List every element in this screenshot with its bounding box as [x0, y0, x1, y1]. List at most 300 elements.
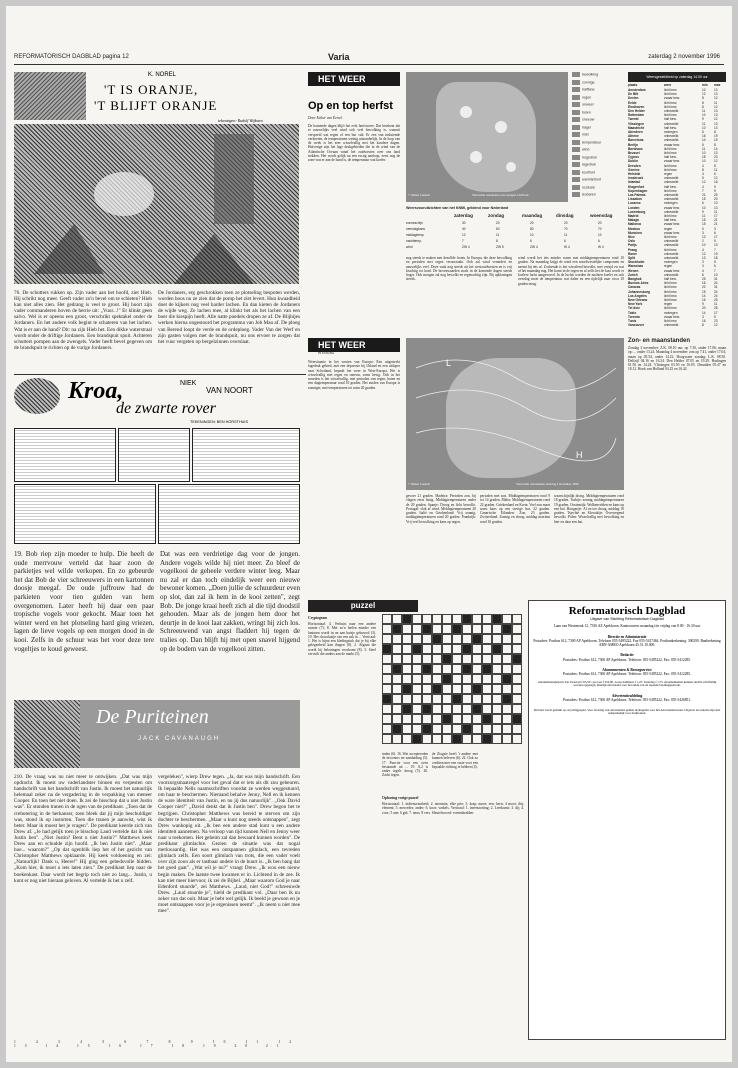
- city-cell: licht bew.: [664, 113, 678, 118]
- city-cell: onbewolkt: [664, 197, 679, 202]
- crossword-cell: [472, 644, 482, 654]
- city-cell: 10: [702, 113, 706, 118]
- city-name: Den Helder: [628, 109, 645, 113]
- city-cell: 8: [702, 96, 704, 101]
- crossword-cell: [452, 664, 462, 674]
- crossword-cell: [392, 614, 402, 624]
- comic-panel-4: [14, 484, 156, 544]
- city-cell: 8: [702, 323, 704, 328]
- crossword-cell: [382, 654, 392, 664]
- crossword-cell: [402, 724, 412, 734]
- crossword-cell: [472, 614, 482, 624]
- nl-map-caption-left: © Meteo Consult: [408, 193, 430, 197]
- city-cell: 16: [702, 319, 706, 323]
- legend-label: koufront: [582, 169, 595, 174]
- crossword-cell: [482, 614, 492, 624]
- crossword-cell: [492, 704, 502, 714]
- city-cell: 13: [714, 109, 718, 113]
- crossword-cell: [412, 654, 422, 664]
- city-name: Eelde: [628, 100, 637, 105]
- crossword-black-cell: [462, 644, 472, 654]
- crossword-cell: [512, 724, 522, 734]
- story3-text-col2: vergeleken", wierp Drew tegen. „Ja, dat was mijn handschrift. Een voorzorgsmaatregel voor het geval dat er iets als dit zou gebeuren. Ik bepaalde Nells naamsschriften voordat ze werden weggestuurd, om haar te beschermen. Niemand behalve Jenny, Nell en ik kennen de ware identiteit van Justin, en nu jij dus natuurlijk". „Ook David Cooper niet?" „David denkt dat ik Justin ben". Drew begon het te begrijpen. Christopher Matthews was bereid te sterven om zijn dochter te beschermen. „Maar u kunt nog steeds ontsnappen", zegt Drew wanhopig uit. „Ik ben een andere stad kunt u een andere identiteit aannemen. Na verloop van tijd kunnen Nell en Jenny weer naar u toekomen. Het geheim zal dan bewaard kunnen worden". De predikant glimlachte. Gezien de situatie was dat nogal merkwaardig. Het was een ontspannen glimlach, een tevreden glimlach zelfs. Een soort glimlach van trots, die een vader voelt over zijn zoon als er tastbaar andere in de buurt is. „Ik ben bang dat het goed gaat". „Wat wil je nu?" vraagt Drew. „Ik wou een nieuw begin maken. De laatste twee kwamen er in. Lichtend in de zee. Ik kan niet meer hiervoor, ik zei de Bijbel. „Maar waarom God je naar Edenford stuurde", zei Matthews. „Laud, niet God!" schreeuwde Drew. „Laud stuurde je", hield de predikant vol. „Daar ben ik nu zeker van dat ooit. Maar je hebt wel gelijk. Ik beeld je gewoon en je moet ontsnappen voor je je ergenissen neemt". „Ik neem u niet mee mee".: [158, 774, 300, 915]
- europe-weather-body: Weersituatie in het westen van Europa: Een uitgestrekt lagedruk gebied, met een depressie bij IJsland en een uitloper naar Schotland, bepaalt het weer in West-Europa. Het is wisselvallig met regen en sneeuw, soms hevig. Ook in het noorden is het wisselvallig, met perioden van regen, buien en een dagtemperatuur rond 10 graden. Het zuiden van Europa is zonniger, met temperaturen tot ruim 20 graden.: [308, 360, 400, 390]
- crossword-cell: [432, 624, 442, 634]
- crossword-black-cell: [402, 704, 412, 714]
- city-name: Toronto: [628, 314, 640, 319]
- forecast-cell: 70: [598, 227, 602, 231]
- city-cell: 23: [714, 319, 718, 323]
- crossword-cell: [502, 634, 512, 644]
- city-cell: 16: [714, 180, 718, 185]
- europe-text-col3: perioden met zon. Middagtemperaturen rond 9 tot 14 graden. Malta: Middagtemperaturen rond 22 graden. Griekenland en Kreta: Veel zon maar soms kans op een stevige bui, 22 graden. Canarische Eilanden: Zon, 23 graden. Zwitserland: Zonnig en droog, middag maxima rond 10 graden.: [480, 494, 550, 524]
- city-cell: 16: [702, 298, 706, 302]
- crossword-cell: [412, 704, 422, 714]
- story2-text-col2: Dat was een verdrietige dag voor de jongen. Andere vogels wilde hij niet meer. Zo bleef de vogelkooi de geheele verdere winter leeg. Maar nu zal er dan toch eindelijk weer een nieuwe bewoner komen. „Doen jullie de schuurdeur even op slot, dan zal ik hem in de kooi zetten", zegt Bob. De jonge kraai heeft zich al die tijd doodstil gehouden. Maar als de jongen hem door het deurtje in de kooi laat zakken, wringt hij zich los. Schreeuwend van angst fladdert hij tegen de tralies op. Dan blijft hij met open snavel hijgend op de bodem van de vogelkooi zitten.: [160, 550, 300, 653]
- crossword-black-cell: [382, 694, 392, 704]
- crossword-cell: [452, 614, 462, 624]
- crossword-cell: [432, 664, 442, 674]
- city-cell: 13: [714, 121, 718, 126]
- crossword-cell: [402, 694, 412, 704]
- city-cell: licht bew.: [664, 214, 678, 218]
- city-cell: onbewolkt: [664, 209, 679, 214]
- city-cell: 8: [714, 142, 716, 147]
- rd-sec3: Postadres: Postbus 612, 7300 AP Apeldoorn. Telefoon: 055-5495222, Fax: 055-5412285.: [562, 672, 692, 677]
- rd-sec4-title: Advertentieafdeling: [611, 694, 643, 699]
- city-cell: 13: [714, 151, 718, 155]
- city-cell: licht bew.: [664, 88, 678, 92]
- city-cell: licht bew.: [664, 163, 678, 168]
- forecast-cell: 12: [462, 233, 466, 237]
- city-cell: licht bew.: [664, 100, 678, 105]
- legend-item: [572, 147, 589, 152]
- city-cell: onbewolkt: [664, 251, 679, 256]
- forecast-cell: 40: [462, 227, 466, 231]
- city-cell: licht bew.: [664, 104, 678, 109]
- legend-item: [572, 110, 591, 115]
- crossword-black-cell: [412, 734, 422, 744]
- rd-sec2: Postadres: Postbus 612, 7300 AP Apeldoorn. Telefoon: 055-5495222, Fax: 055-5412285.: [562, 657, 692, 662]
- forecast-cell: W 4: [564, 245, 570, 249]
- city-name: Praag: [628, 247, 637, 252]
- city-cell: onbewolkt: [664, 272, 679, 277]
- crossword-cell: [412, 624, 422, 634]
- story1-title-line1: 'T IS ORANJE,: [104, 82, 199, 97]
- crossword-black-cell: [442, 654, 452, 664]
- city-cell: 5: [702, 176, 704, 181]
- eu-map-caption-left: © Meteo Consult: [408, 482, 430, 486]
- masthead-date: zaterdag 2 november 1996: [648, 54, 720, 60]
- city-cell: 10: [702, 88, 706, 92]
- puzzle-title: puzzel: [308, 600, 418, 612]
- city-name: New Orleans: [628, 298, 648, 302]
- rd-tagline: Uitgave van Stichting Reformatorisch Dagblad: [590, 617, 664, 621]
- crossword-cell: [452, 634, 462, 644]
- city-cell: 18: [714, 256, 718, 260]
- city-name: Innsbruck: [628, 176, 644, 181]
- legend-swatch: [572, 102, 580, 107]
- city-cell: motregen: [664, 130, 678, 134]
- forecast-cell: 70: [564, 227, 568, 231]
- legend-item: [572, 125, 591, 130]
- crossword-cell: [482, 654, 492, 664]
- crossword-cell: [432, 724, 442, 734]
- city-name: Tel Aviv: [628, 306, 640, 311]
- crossword-cell: [422, 614, 432, 624]
- city-cell: 11: [714, 100, 718, 105]
- crossword-cell: [422, 634, 432, 644]
- city-cell: zwaar bew.: [664, 268, 680, 273]
- city-cell: zwaar bew.: [664, 230, 680, 235]
- comic-panel-5: [158, 484, 300, 544]
- crossword-cell: [382, 634, 392, 644]
- city-cell: 25: [702, 277, 706, 281]
- crossword-black-cell: [402, 684, 412, 694]
- city-cell: 8: [714, 130, 716, 134]
- city-cell: 4: [702, 163, 704, 168]
- city-name: Deelen: [628, 96, 639, 101]
- crossword-cell: [502, 664, 512, 674]
- kroa-crow-logo: [14, 378, 60, 414]
- crossword-cell: [502, 724, 512, 734]
- puzzle-clues-col3: de Ziogste heeft 't andere met kunnen beleven (6). 22. Ook zo crediten mer een vaste voor een bepaalde richting te hebben (4).: [432, 752, 478, 769]
- crossword-cell: [512, 704, 522, 714]
- city-cell: 10: [702, 205, 706, 210]
- legend-item: [572, 155, 597, 160]
- city-cell: licht bew.: [664, 188, 678, 193]
- city-cell: 21: [714, 222, 718, 227]
- city-cell: zwaar bew.: [664, 205, 680, 210]
- city-cell: 14: [702, 310, 706, 315]
- crossword-cell: [412, 634, 422, 644]
- crossword-cell: [502, 644, 512, 654]
- city-cell: zwaar bew.: [664, 159, 680, 164]
- forecast-day: woensdag: [590, 213, 613, 218]
- forecast-row-label: nachttemp.: [406, 239, 422, 243]
- forecast-cell: 6: [564, 239, 566, 243]
- crossword-cell: [422, 654, 432, 664]
- city-cell: licht bew.: [664, 293, 678, 298]
- forecast-cell: 60: [496, 227, 500, 231]
- crossword-black-cell: [472, 634, 482, 644]
- city-cell: 5: [714, 314, 716, 319]
- crossword-cell: [512, 634, 522, 644]
- crossword-cell: [482, 694, 492, 704]
- crossword-black-cell: [472, 684, 482, 694]
- nl-map-caption-right: Verwachte weerkaarte voor morgen 12.00 uur: [472, 193, 529, 197]
- crossword-cell: [402, 644, 412, 654]
- city-cell: 22: [702, 285, 706, 290]
- city-cell: 12: [702, 92, 706, 97]
- city-cell: 10: [702, 159, 706, 164]
- city-cell: 12: [714, 117, 718, 122]
- crossword-cell: [492, 684, 502, 694]
- city-cell: onbewolkt: [664, 180, 679, 185]
- crossword-cell: [502, 714, 512, 724]
- city-cell: licht bew.: [664, 281, 678, 286]
- city-cell: 21: [702, 193, 706, 197]
- cities-table-title: Weersgesteldheid op zaterdag 14.00 uur: [628, 72, 726, 82]
- crossword-cell: [442, 724, 452, 734]
- crossword-cell: [452, 714, 462, 724]
- city-cell: onbewolkt: [664, 134, 679, 139]
- city-cell: onbewolkt: [664, 193, 679, 197]
- city-name: Caracas: [628, 285, 641, 290]
- city-cell: 25: [714, 193, 718, 197]
- forecast-cell: 30: [462, 221, 466, 225]
- crossword-cell: [442, 624, 452, 634]
- city-name: Klagenfurt: [628, 184, 644, 189]
- weather-text-col3: wind wordt het iets minder warm met middagtemperaturen rond 10 graden. Na maandag krijgt de wind een noordwestelijke component en neemt hij iets af. Zodoende is het wisselend bewolkt, met vertijd en wat af het maandag nog. Het komt in de regen en af zelfs het de kust wordt er koelere lucht aangevoerd. In de luchts worden de nachten koeler en ook overdag moet de temperatuur wat dalen en een tijdelijk naar circa 10 graden terug.: [518, 256, 624, 286]
- crossword-cell: [432, 714, 442, 724]
- crossword-cell: [502, 614, 512, 624]
- story1-illustrator: tekeningen: Rudolf Wijkstra: [218, 118, 263, 123]
- legend-label: bewolking: [582, 72, 598, 77]
- city-cell: 10: [714, 272, 718, 277]
- city-name: Vlissingen: [628, 121, 644, 126]
- city-cell: 21: [714, 218, 718, 223]
- city-cell: 13: [714, 88, 718, 92]
- crossword-cell: [392, 654, 402, 664]
- city-name: Maastricht: [628, 125, 644, 130]
- forecast-cell: 20: [598, 221, 602, 225]
- city-name: Rome: [628, 251, 637, 256]
- crossword-black-cell: [462, 724, 472, 734]
- city-name: Dresden: [628, 163, 641, 168]
- crossword-black-cell: [492, 614, 502, 624]
- crossword-black-cell: [462, 614, 472, 624]
- crossword-cell: [512, 674, 522, 684]
- legend-label: mist: [582, 132, 589, 137]
- forecast-cell: 10: [530, 233, 534, 237]
- crossword-black-cell: [452, 694, 462, 704]
- city-name: Aberdeen: [628, 130, 643, 134]
- city-cell: licht bew.: [664, 247, 678, 252]
- city-name: Buenos Aires: [628, 281, 649, 286]
- city-cell: 24: [714, 293, 718, 298]
- crossword-cell: [442, 734, 452, 744]
- weather-byline: Door Esther van Eersel: [308, 116, 343, 120]
- crossword-cell: [472, 724, 482, 734]
- city-cell: 12: [714, 176, 718, 181]
- crossword-cell: [442, 704, 452, 714]
- city-cell: 20: [702, 306, 706, 311]
- city-cell: 31: [714, 277, 718, 281]
- crossword-cell: [462, 624, 472, 634]
- crossword-cell: [472, 654, 482, 664]
- forecast-cell: ZW 4: [530, 245, 538, 249]
- city-name: Dublin: [628, 159, 638, 164]
- forecast-table: [406, 213, 624, 253]
- rd-address: Laan van Westenenk 12, 7336 AZ Apeldoorn. Kantooruren: maandag t/m vrijdag van 8.00 - 16.30 uur: [553, 624, 701, 629]
- crossword-black-cell: [492, 644, 502, 654]
- crossword-cell: [422, 644, 432, 654]
- crossword-cell: [492, 664, 502, 674]
- city-name: Twente: [628, 117, 639, 122]
- legend-label: zonnige: [582, 79, 595, 84]
- city-cell: 3: [702, 314, 704, 319]
- rd-sec1: Postadres: Postbus 612, 7300 AP Apeldoorn. Telefoon 055-5495222, Fax 055-5417464. Postbankrekening: 300290. Bankrekening ABN-AMRO Apeldoorn 45.51.10.000.: [533, 638, 721, 648]
- city-cell: 5: [702, 142, 704, 147]
- city-cell: licht bew.: [664, 92, 678, 97]
- crossword-black-cell: [422, 624, 432, 634]
- crossword-cell: [412, 664, 422, 674]
- city-cell: licht bew.: [664, 285, 678, 290]
- crossword-cell: [382, 734, 392, 744]
- crossword-cell: [412, 714, 422, 724]
- crossword-black-cell: [422, 724, 432, 734]
- city-cell: 11: [714, 302, 718, 307]
- city-name: Helsinki: [628, 172, 641, 176]
- crossword-cell: [462, 694, 472, 704]
- city-name: Warschau: [628, 264, 644, 269]
- city-cell: licht bew.: [664, 167, 678, 172]
- weather-text-col2: nog steeds te maken met dezelfde fronts. In Europa, die deze bewolking en perioden met regen veroorzaakt. Ook zal wind verandert en nauwelijks veel. Deze vaak nog steeds uit het westzuidwesten en is vrij krachtig tot hard. De bovenwaarden zoals in de komende dagen steeds hoger. Ook morgen zal nog bewolkt en regenachtig zijn. Bij opklaringen steeds.: [406, 256, 512, 282]
- city-cell: 4: [702, 268, 704, 273]
- legend-label: wind: [582, 147, 590, 152]
- city-cell: licht bew.: [664, 235, 678, 239]
- legend-swatch: [572, 147, 580, 152]
- city-name: Malaga: [628, 218, 639, 223]
- story2-illustrator: TEKENINGEN: BEN HORSTHUIS: [190, 420, 249, 424]
- crossword-black-cell: [482, 734, 492, 744]
- crossword-cell: [442, 614, 452, 624]
- city-cell: 17: [714, 235, 718, 239]
- weather-legend: [572, 72, 622, 202]
- city-cell: 11: [702, 109, 706, 113]
- city-cell: onbewolkt: [664, 323, 679, 328]
- rd-fine: Abonnementsprijzen: Per kwartaal f 65,50 / per jaar f 252,00. Losse nummers f 1,25. Zaterdag f 1,75. Abonnementen kunnen slechts schriftelijk worden opgezegd, uiterlijk één maand voor het einde van de lopende betalingsperiode.: [537, 679, 717, 688]
- city-cell: 14: [702, 138, 706, 143]
- legend-swatch: [572, 72, 580, 77]
- solution-title: Oplossing vorige puzzel: [382, 796, 419, 800]
- crossword-cell: [462, 704, 472, 714]
- city-cell: 14: [702, 293, 706, 298]
- crossword-cell: [472, 694, 482, 704]
- masthead-left: REFORMATORISCH DAGBLAD pagina 12: [14, 54, 129, 60]
- crossword-cell: [512, 664, 522, 674]
- story1-text-col1: 76. De schutters rukken op. Zijn vader aan het hoofd, ziet Hieb. Hij schrikt nog meer. Geeft vader zo'n bevel om te schieten? Hieb kan niet alles zien. Het gedrang is veel te groot. Hij hoort zijn vader commanderen boven de herrie uit: „Vuur...!" Er klinkt geen salvo. Wel is er opeens een groot, verschrikt spektakel onder de Jordaners. En het andere volk begint te schateren van het lachen. Wat is er aan de hand? Dit: na zijn Hieb het. Een dikke waterstraal wordt onder de driftige Jordaners. Een brandspuit spuit. Achteren schutters pompen aan de zwengels. Vader heeft bevel gegeven om de brandspuit te richten op de vurige Jordaners.: [14, 290, 152, 351]
- masthead-rule: [14, 64, 724, 65]
- city-cell: 17: [714, 214, 718, 218]
- city-cell: 13: [702, 256, 706, 260]
- city-cell: 24: [714, 289, 718, 294]
- legend-swatch: [572, 110, 580, 115]
- crossword-black-cell: [482, 664, 492, 674]
- city-cell: half bew.: [664, 117, 677, 122]
- crossword-cell: [502, 684, 512, 694]
- city-cell: 13: [714, 113, 718, 118]
- city-cell: 24: [714, 281, 718, 286]
- crossword-cell: [432, 734, 442, 744]
- crossword-cell: [452, 654, 462, 664]
- legend-swatch: [572, 192, 580, 197]
- city-cell: 12: [714, 104, 718, 109]
- city-cell: 25: [714, 298, 718, 302]
- crossword-cell: [432, 694, 442, 704]
- crossword-cell: [402, 624, 412, 634]
- forecast-cell: 6: [598, 239, 600, 243]
- city-cell: 6: [702, 272, 704, 277]
- city-cell: 9: [702, 302, 704, 307]
- city-cell: 3: [702, 230, 704, 235]
- forecast-row-label: zonneschijn: [406, 221, 423, 225]
- city-name: Lissabon: [628, 197, 642, 202]
- rd-sec2-title: Redactie: [620, 653, 634, 658]
- city-name: Parijs: [628, 243, 637, 248]
- cities-header-cell: plaats: [628, 83, 638, 87]
- story2-author-prefix: NIEK: [180, 380, 197, 387]
- forecast-day: maandag: [522, 213, 543, 218]
- crossword-cell: [472, 664, 482, 674]
- city-cell: regen: [664, 172, 673, 176]
- weather-headline: Op en top herfst: [308, 100, 393, 112]
- city-cell: 6: [714, 230, 716, 235]
- city-cell: licht bew.: [664, 298, 678, 302]
- crossword-cell: [502, 734, 512, 744]
- crossword-cell: [402, 734, 412, 744]
- city-cell: 8: [702, 104, 704, 109]
- svg-text:H: H: [576, 450, 583, 460]
- story1-illustration-figures: [14, 124, 299, 284]
- weather-header: HET WEER: [308, 72, 400, 86]
- legend-item: [572, 185, 595, 190]
- legend-label: sneeuw: [582, 117, 595, 122]
- city-name: Luxemburg: [628, 209, 646, 214]
- legend-label: hogedruk: [582, 154, 597, 159]
- crossword-black-cell: [512, 654, 522, 664]
- story1-illustration-banner: [14, 72, 86, 120]
- crossword-cell: [422, 694, 432, 704]
- crossword-black-cell: [432, 684, 442, 694]
- city-name: Zurich: [628, 272, 638, 277]
- story1-illustration: [14, 124, 299, 284]
- city-cell: motregen: [664, 310, 678, 315]
- city-cell: 5: [714, 260, 716, 265]
- forecast-cell: 10: [598, 233, 602, 237]
- crossword-cell: [412, 694, 422, 704]
- forecast-row-label: wind: [406, 245, 413, 249]
- crossword-cell: [392, 694, 402, 704]
- city-name: Split: [628, 256, 635, 260]
- story3-text-col1: 210. De vraag was nu niet meer te ontwijken. „Dat was mijn opdracht. Ik moest uw vaderlandster binnen en verpesten om handschrift van het handschrift van Justin. Ik moest het natuurlijk helemaal zeker na de vergadering in de verpakking van meneer Cooper. En toen het niet doen. Ik zei de bisschop dat u niet Justin was". Er stonden tranen in de ogen van de predikant. „Toen dat de crebotering in de herkanser, toen bleek dat jij mijn beschuldiger was, stond ik op instorten. Toen die tranen je aanwist, wist ik beter. Maar ik moest het je vragen". De predikant keerde zich van Drew af. „Je had gelijk toen je bisschop Laud vertelde dat ik niet Justin ben". „Niet Justin? Bent u niet Justin?" Matthews keek Drew aan en schudde zijn hoofd. „Ik ben Justin niet". „Maar hoe... waarom?" „Op dat ogenblik liep het of het gezicht van Christopher Matthews opklaarde. Hij keek voldoening en zei: „Natuurlijk! Dank u, Heere!" Hij ging een gebedsvolle bidden. „Kom hier, ik moet u iets laten zien." De predikant liep naar de boekenkast. Daar wordt het begrip toch niet zo lang... Justin, u kunt er nog niet hieraan geloven. Al vertelde ik het u zelf.: [14, 774, 152, 884]
- rd-sec1-title: Directie en Administratie: [607, 634, 647, 639]
- legend-item: [572, 162, 596, 167]
- svg-text:L: L: [446, 358, 452, 368]
- city-cell: 7: [714, 247, 716, 252]
- city-cell: licht bew.: [664, 289, 678, 294]
- rd-legal: Dit blad wordt gedrukt op recyclingpapier. Voor levering van advertenties gelden de Regelen voor het Advertentiewezen. Uitgever en redactie zijn niet aansprakelijk voor drukfouten.: [533, 707, 721, 716]
- crossword-cell: [462, 634, 472, 644]
- city-cell: 14: [714, 146, 718, 151]
- crossword-cell: [512, 734, 522, 744]
- crossword-black-cell: [502, 694, 512, 704]
- crossword-cell: [472, 674, 482, 684]
- forecast-day: zondag: [488, 213, 505, 218]
- city-cell: onbewolkt: [664, 138, 679, 143]
- legend-swatch: [572, 117, 580, 122]
- crossword-cell: [492, 694, 502, 704]
- crossword-black-cell: [392, 724, 402, 734]
- crossword-cell: [432, 674, 442, 684]
- city-cell: 6: [714, 264, 716, 269]
- city-cell: onbewolkt: [664, 243, 679, 248]
- city-cell: regen: [664, 226, 673, 231]
- forecast-cell: ZW 5: [496, 245, 504, 249]
- story1-author: K. NOREL: [148, 72, 177, 78]
- city-cell: licht bew.: [664, 306, 678, 311]
